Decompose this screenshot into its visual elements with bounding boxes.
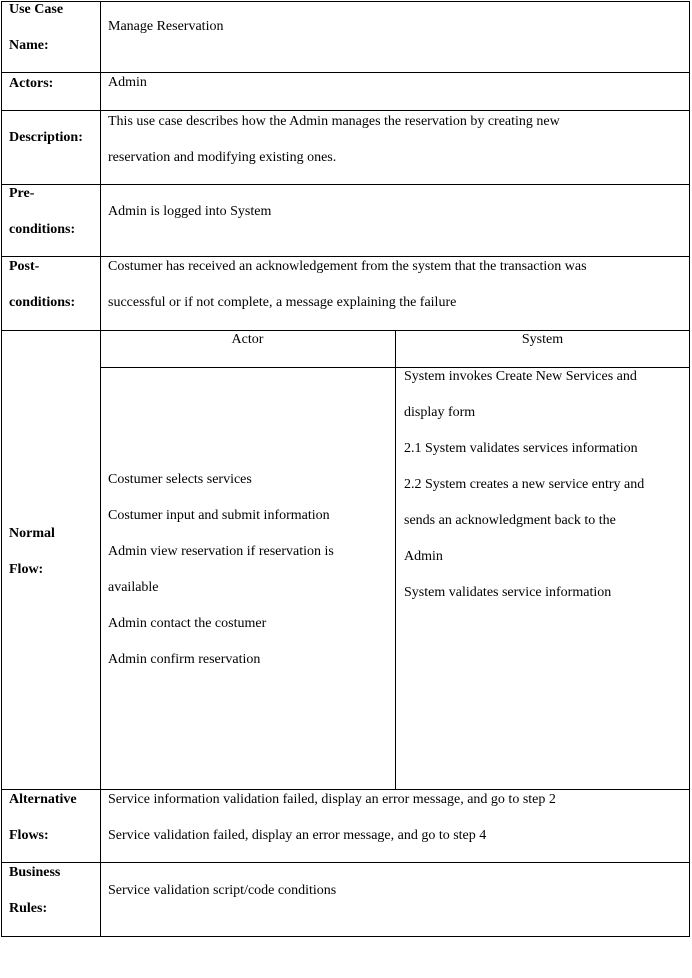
description-label: Description: [9, 130, 83, 145]
list-item: available [108, 580, 159, 595]
row-divider [1, 330, 690, 331]
row-divider [1, 72, 690, 73]
post-conditions-label: Post- conditions: [9, 259, 76, 310]
actor-system-divider [395, 330, 396, 789]
pre-conditions-value: Admin is logged into System [108, 204, 272, 219]
list-item: Costumer selects services [108, 472, 252, 487]
row-divider [1, 862, 690, 863]
list-item: 2.1 System validates services information [404, 441, 638, 456]
list-item: sends an acknowledgment back to the [404, 513, 616, 528]
list-item: Costumer input and submit information [108, 508, 330, 523]
pre-conditions-label: Pre- conditions: [9, 186, 76, 237]
list-item: Admin view reservation if reservation is [108, 544, 334, 559]
list-item: display form [404, 405, 476, 420]
list-item: 2.2 System creates a new service entry and [404, 477, 645, 492]
business-rules-label: Business Rules: [9, 865, 61, 916]
use-case-name-label: Use Case Name: [9, 2, 64, 53]
list-item: Admin contact the costumer [108, 616, 267, 631]
post-conditions-value: Costumer has received an acknowledgement from the system that the transaction was successful or if not complete, a message explaining the failure [108, 259, 587, 310]
system-column-header: System [521, 332, 564, 347]
business-rules-value: Service validation script/code conditions [108, 883, 337, 898]
label-column-divider [100, 1, 101, 937]
actors-label: Actors: [9, 76, 54, 91]
use-case-name-value: Manage Reservation [108, 19, 224, 34]
list-item: System validates service information [404, 585, 612, 600]
description-value: This use case describes how the Admin manages the reservation by creating new reservation and modifying existing ones. [108, 114, 560, 165]
alternative-flows-value: Service information validation failed, display an error message, and go to step 2 Service validation failed, display an error message, and go to step 4 [108, 792, 556, 843]
actors-value: Admin [108, 75, 147, 90]
list-item: Admin [404, 549, 443, 564]
normal-flow-label: Normal Flow: [9, 526, 55, 577]
row-divider [1, 184, 690, 185]
list-item: System invokes Create New Services and [404, 369, 637, 384]
actor-column-header: Actor [231, 332, 264, 347]
system-steps [404, 359, 644, 611]
actor-steps [108, 462, 334, 678]
alternative-flows-label: Alternative Flows: [9, 792, 77, 843]
list-item: Admin confirm reservation [108, 652, 261, 667]
